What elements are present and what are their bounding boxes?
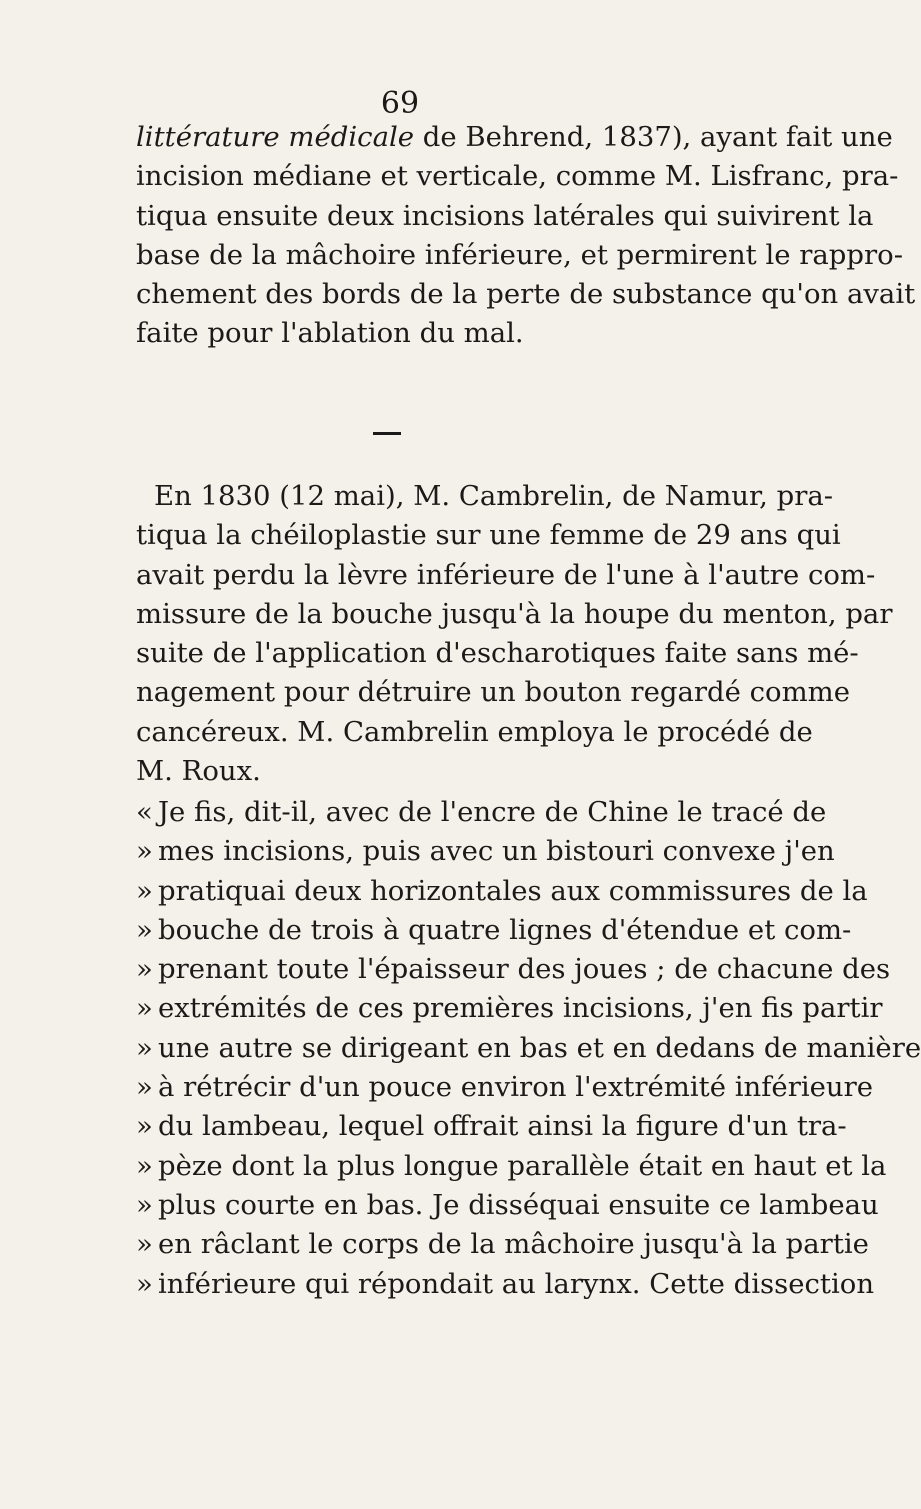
quote-mark: » <box>136 913 153 946</box>
quotation-block <box>136 793 921 1304</box>
paragraph-behrend <box>136 118 916 354</box>
text-line: suite de l'application d'escharotiques faite sans mé- <box>136 637 859 670</box>
quote-line: une autre se dirigeant en bas et en dedans de manière <box>158 1031 921 1064</box>
quote-line: mes incisions, puis avec un bistouri convexe j'en <box>158 835 835 868</box>
italic-title: littérature médicale <box>136 121 415 153</box>
quote-mark: » <box>136 1031 153 1064</box>
text-line: nagement pour détruire un bouton regardé comme <box>136 676 851 709</box>
quote-line: en râclant le corps de la mâchoire jusqu'à la partie <box>158 1228 869 1261</box>
quote-mark: » <box>136 1228 153 1261</box>
quote-mark: » <box>136 1110 153 1143</box>
text-line: tiqua ensuite deux incisions latérales qui suivirent la <box>136 199 874 232</box>
quote-line: Je fis, dit-il, avec de l'encre de Chine le tracé de <box>158 796 827 828</box>
quote-line: pèze dont la plus longue parallèle était en haut et la <box>158 1149 887 1182</box>
quote-line: extrémités de ces premières incisions, j'en fis partir <box>158 992 883 1025</box>
quote-mark: « <box>136 796 153 828</box>
quote-line: à rétrécir d'un pouce environ l'extrémité inférieure <box>158 1071 874 1104</box>
text-line: M. Roux. <box>136 755 261 788</box>
quote-line: du lambeau, lequel offrait ainsi la figure d'un tra- <box>158 1110 847 1143</box>
quote-mark: » <box>136 1188 153 1221</box>
section-divider <box>373 432 401 435</box>
page-number: 69 <box>380 86 420 121</box>
quote-line: bouche de trois à quatre lignes d'étendue et com- <box>158 913 852 946</box>
text-line: cancéreux. M. Cambrelin employa le procédé de <box>136 715 813 748</box>
text-line: incision médiane et verticale, comme M. Lisfranc, pra- <box>136 160 899 193</box>
quote-mark: » <box>136 874 153 907</box>
quote-line: pratiquai deux horizontales aux commissures de la <box>158 874 868 907</box>
text-line: tiqua la chéiloplastie sur une femme de 29 ans qui <box>136 519 841 552</box>
quote-line: inférieure qui répondait au larynx. Cette dissection <box>158 1267 875 1300</box>
quote-mark: » <box>136 1149 153 1182</box>
quote-mark: » <box>136 1267 153 1300</box>
text-line: En 1830 (12 mai), M. Cambrelin, de Namur, pra- <box>154 480 834 512</box>
text-line: chement des bords de la perte de substance qu'on avait <box>136 278 916 311</box>
text-line: avait perdu la lèvre inférieure de l'une à l'autre com- <box>136 558 876 591</box>
quote-mark: » <box>136 1071 153 1104</box>
quote-mark: » <box>136 835 153 868</box>
quote-mark: » <box>136 992 153 1025</box>
quote-line: plus courte en bas. Je disséquai ensuite ce lambeau <box>158 1188 879 1221</box>
text-line: littérature médicale de Behrend, 1837), ayant fait une <box>136 121 893 153</box>
text-line: faite pour l'ablation du mal. <box>136 317 524 350</box>
quote-mark: » <box>136 953 153 986</box>
paragraph-cambrelin <box>136 477 893 791</box>
text-line: missure de la bouche jusqu'à la houpe du menton, par <box>136 597 893 630</box>
quote-line: prenant toute l'épaisseur des joues ; de chacune des <box>158 953 891 986</box>
text-line: base de la mâchoire inférieure, et permirent le rappro- <box>136 238 904 271</box>
